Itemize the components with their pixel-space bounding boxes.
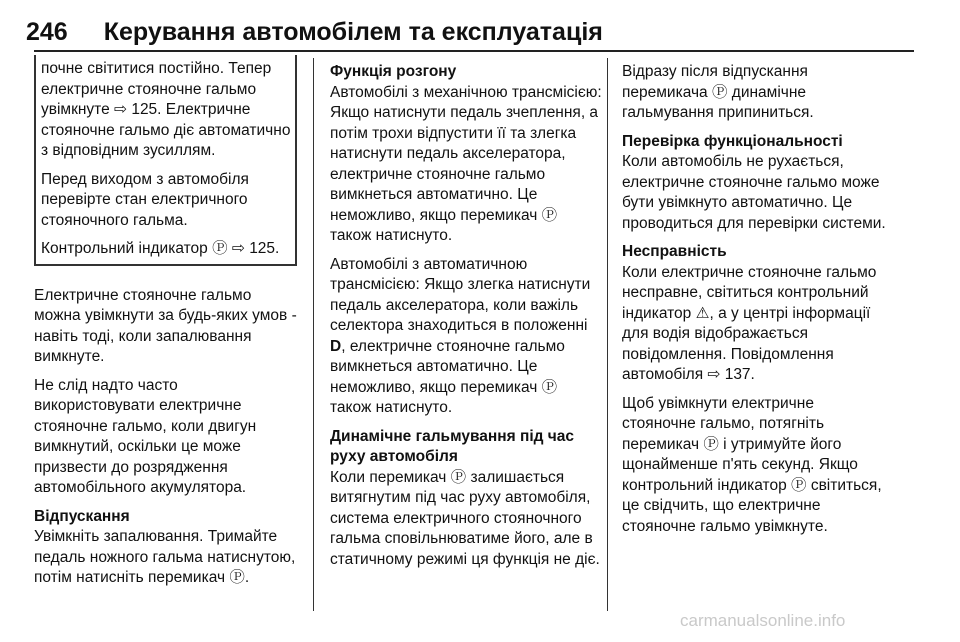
paragraph: Електричне стояночне гальмо можна увімкнути за будь-яких умов - навіть тоді, коли запалювання вимкнуте.: [34, 286, 297, 365]
paragraph: Відразу після відпускання перемикача Ⓟ динамічне гальмування припиниться.: [622, 63, 814, 121]
note-paragraph-3: Контрольний індикатор Ⓟ ⇨ 125.: [41, 240, 280, 257]
section-heading-function-check: Перевірка функціональності: [622, 132, 843, 150]
column-1: [34, 55, 300, 597]
paragraph-text: , електричне стояночне гальмо вимкнеться автоматично. Це неможливо, якщо перемикач Ⓟ також натиснуто.: [330, 337, 565, 416]
paragraph: Коли перемикач Ⓟ залишається витягнутим під час руху автомобіля, система електричного стояночного гальма сповільнюватиме його, але в статичному режимі ця функція не діє.: [330, 468, 600, 568]
column-3: [622, 62, 888, 545]
paragraph: Коли автомобіль не рухається, електричне стояночне гальмо може бути увімкнуто автоматично. Це проводиться для перевірки системи.: [622, 153, 886, 232]
paragraph: Автомобілі з механічною трансмісією: Якщо натиснути педаль зчеплення, а потім трохи відпустити її та злегка натиснути педаль акселератора, електричне стояночне гальмо вимкнеться автоматично. Це неможливо, якщо перемикач Ⓟ також натиснуто.: [330, 83, 602, 244]
column-divider: [607, 58, 608, 611]
section-heading-fault: Несправність: [622, 243, 727, 260]
page-title: Керування автомобілем та експлуатація: [103, 18, 603, 46]
note-paragraph-2: Перед виходом з автомобіля перевірте стан електричного стояночного гальма.: [41, 170, 249, 229]
header-rule: [34, 50, 914, 52]
gear-position-label: D: [330, 337, 342, 355]
paragraph-text: Автомобілі з автоматичною трансмісією: Якщо злегка натиснути педаль акселератора, коли важіль селектора знаходиться в положенні: [330, 255, 591, 334]
page-header: [26, 18, 603, 50]
section-heading-dynamic-braking: Динамічне гальмування під час руху автомобіля: [330, 427, 575, 465]
paragraph: Щоб увімкнути електричне стояночне гальмо, потягніть перемикач Ⓟ і утримуйте його щонайменше п'ять секунд. Якщо контрольний індикатор Ⓟ світиться, це свідчить, що електричне стояночне гальмо увімкнуте.: [622, 394, 882, 535]
paragraph: Коли електричне стояночне гальмо несправне, світиться контрольний індикатор ⚠, а у центрі інформації для водія відображається повідомлення. Повідомлення автомобіля ⇨ 137.: [622, 263, 877, 383]
column-2: [330, 62, 602, 578]
watermark: carmanualsonline.info: [680, 611, 846, 630]
section-heading-start-function: Функція розгону: [330, 63, 457, 80]
paragraph: Увімкніть запалювання. Тримайте педаль ножного гальма натиснутою, потім натисніть перемикач Ⓟ.: [34, 528, 296, 586]
paragraph: Не слід надто часто використовувати електричне стояночне гальмо, коли двигун вимкнутий, оскільки це може призвести до розрядження автомобільного акумулятора.: [34, 376, 257, 496]
section-heading-release: Відпускання: [34, 507, 130, 525]
note-box: [34, 55, 297, 266]
note-paragraph-1: почне світитися постійно. Тепер електричне стояночне гальмо увімкнуте ⇨ 125. Електричне стояночне гальмо діє автоматично з відповідним зусиллям.: [41, 60, 291, 159]
column-divider: [313, 58, 314, 611]
paragraph: [330, 255, 602, 419]
page-number: 246: [26, 18, 68, 46]
